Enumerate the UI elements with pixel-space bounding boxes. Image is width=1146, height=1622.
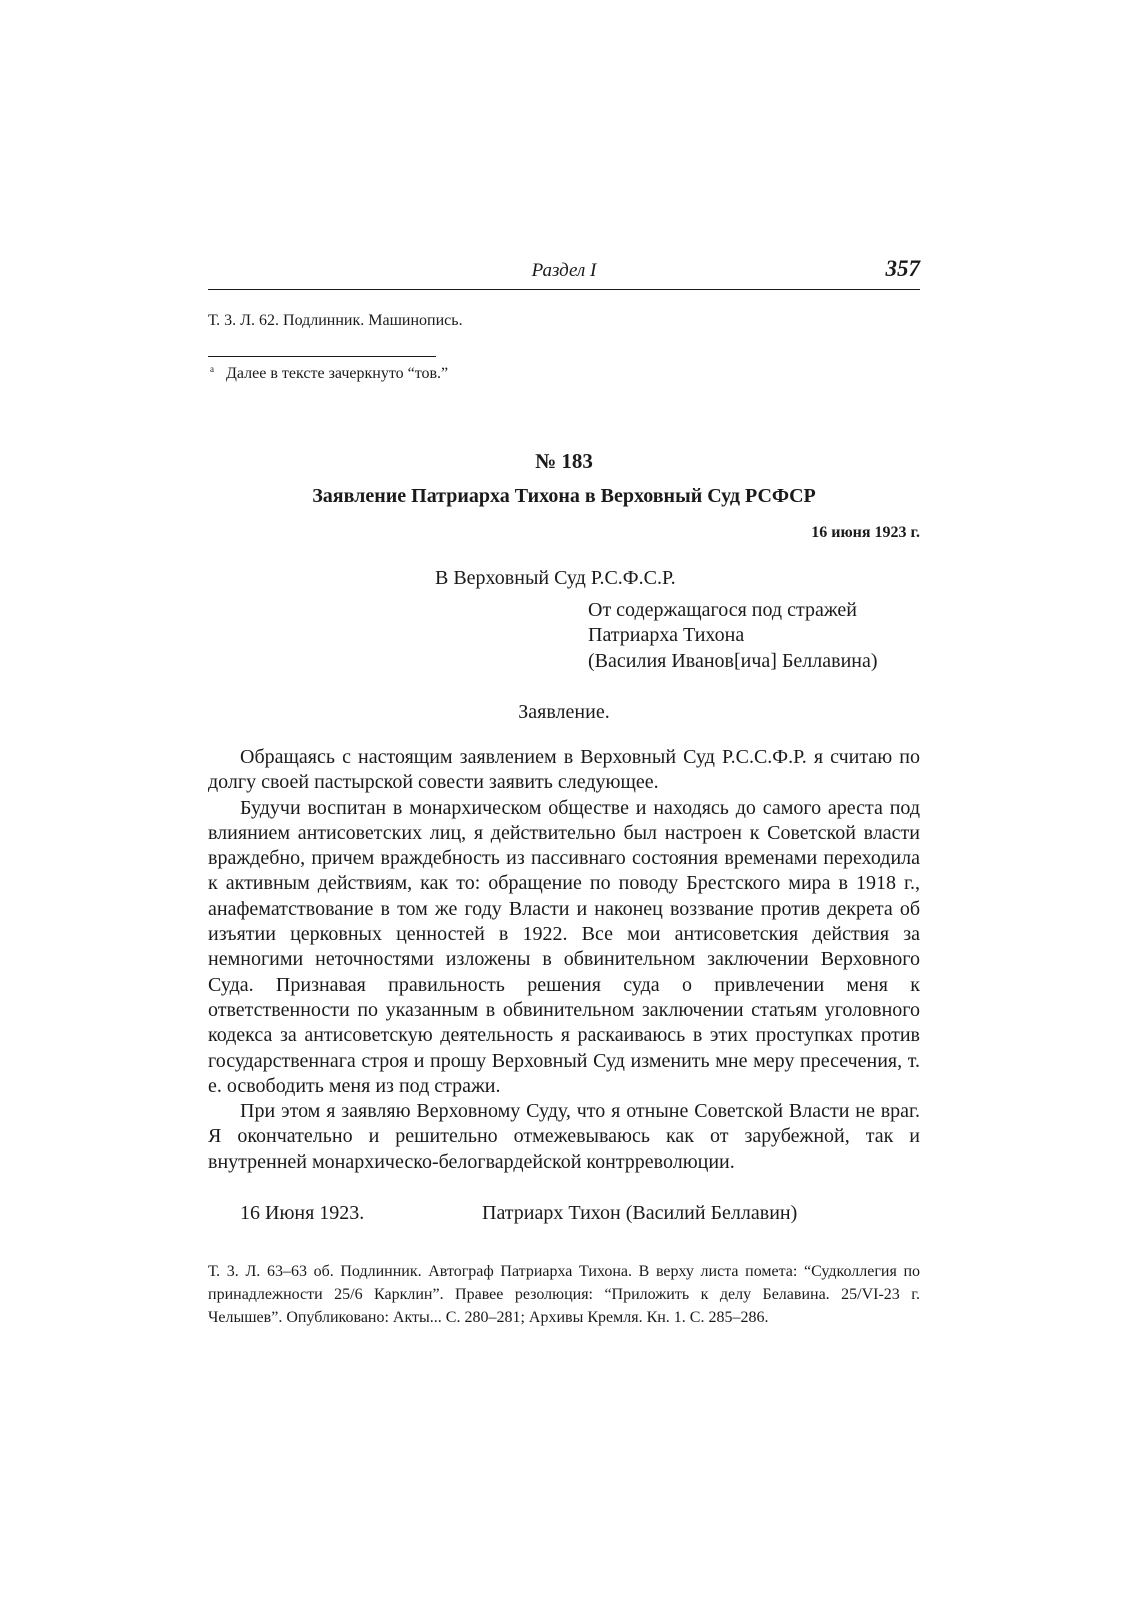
sender-block	[588, 598, 878, 674]
archival-source-note: Т. 3. Л. 62. Подлинник. Машинопись.	[208, 312, 463, 329]
signature-name: Патриарх Тихон (Василий Беллавин)	[482, 1202, 798, 1224]
footnote-text: Далее в тексте зачеркнуто “тов.”	[226, 365, 449, 382]
running-head	[208, 256, 920, 290]
statement-heading: Заявление.	[518, 701, 610, 723]
archival-source-note-bottom: Т. 3. Л. 63–63 об. Подлинник. Автограф Патриарха Тихона. В верху листа помета: “Судколлегия по принадлежности 25/6 Карклин”. Правее резолюция: “Приложить к делу Белавина. 25/VI-23 г. Челышев”. Опубликовано: Акты... С. 280–281; Архивы Кремля. Кн. 1. С. 285–286.	[208, 1263, 920, 1326]
header-rule	[208, 289, 920, 290]
page-number: 357	[885, 256, 920, 281]
section-title: Раздел I	[531, 260, 597, 281]
sender-line: Патриарха Тихона	[588, 624, 745, 647]
statement-body	[208, 745, 920, 1175]
footnote	[208, 364, 448, 383]
sender-line: (Василия Иванов[ича] Беллавина)	[588, 649, 878, 672]
body-paragraph: При этом я заявляю Верховному Суду, что я отныне Советской Власти не враг. Я окончательно и решительно отмежевываюсь как от зарубежной, так и внутренней монархическо-белогвардейской контрреволюции.	[208, 1100, 920, 1173]
book-page	[208, 0, 920, 1622]
footnote-marker: а	[210, 364, 214, 374]
body-paragraph: Обращаясь с настоящим заявлением в Верховный Суд Р.С.С.Ф.Р. я считаю по долгу своей пастырской совести заявить следующее.	[208, 746, 920, 794]
document-date: 16 июня 1923 г.	[811, 524, 920, 541]
document-title: Заявление Патриарха Тихона в Верховный Суд РСФСР	[312, 485, 816, 507]
document-number: № 183	[535, 449, 593, 473]
signature-date: 16 Июня 1923.	[240, 1202, 365, 1224]
footnote-rule	[208, 356, 436, 357]
sender-line: От содержащагося под стражей	[588, 599, 857, 621]
addressee: В Верховный Суд Р.С.Ф.С.Р.	[435, 567, 676, 589]
body-paragraph: Будучи воспитан в монархическом обществе и находясь до самого ареста под влиянием антисоветских лиц, я действительно был настроен к Советской власти враждебно, причем враждебность из пассивнаго состояния временами переходила к активным действиям, как то: обращение по поводу Брестского мира в 1918 г., анафематствование в том же году Власти и наконец воззвание против декрета об изъятии церковных ценностей в 1922. Все мои антисоветския действия за немногими неточностями изложены в обвинительном заключении Верховного Суда. Признавая правильность решения суда о привлечении меня к ответственности по указанным в обвинительном заключении статьям уголовного кодекса за антисоветскую деятельность я раскаиваюсь в этих проступках против государственнага строя и прошу Верховный Суд изменить мне меру пресечения, т. е. освободить меня из под стражи.	[208, 796, 920, 1097]
